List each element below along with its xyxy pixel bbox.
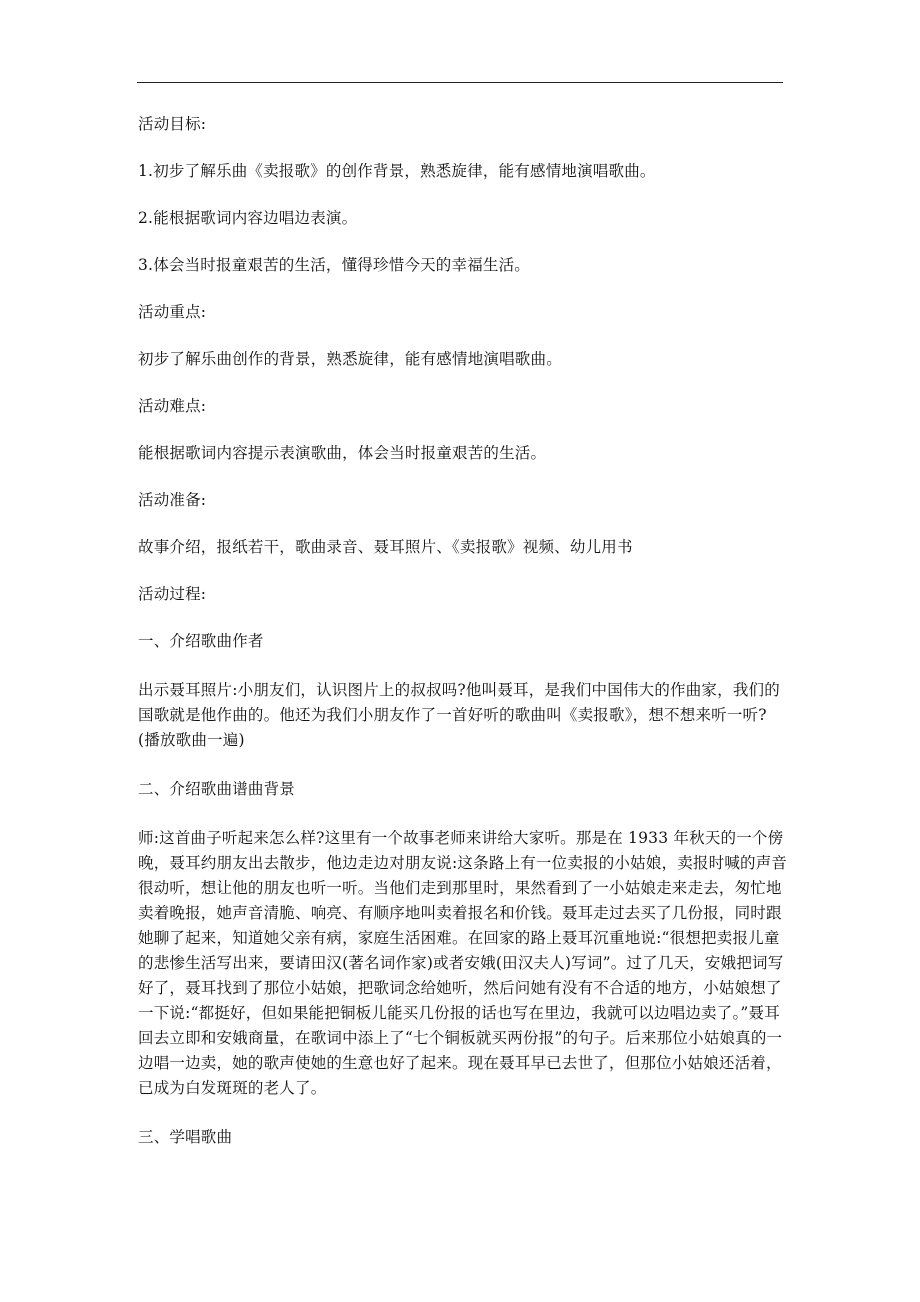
heading-preparation: 活动准备: [138,491,207,509]
header-rule [137,82,783,83]
goal-item-1: 1.初步了解乐曲《卖报歌》的创作背景，熟悉旋律，能有感情地演唱歌曲。 [138,162,656,180]
section-2-title: 二、介绍歌曲谱曲背景 [138,780,296,798]
section-3-title: 三、学唱歌曲 [138,1128,233,1146]
document-body [138,112,788,1150]
section-1-text: 出示聂耳照片:小朋友们，认识图片上的叔叔吗?他叫聂耳，是我们中国伟大的作曲家，我们的国歌就是他作曲的。他还为我们小朋友作了一首好听的歌曲叫《卖报歌》，想不想来听一听?(播放歌曲一遍) [138,681,780,749]
heading-key-points: 活动重点: [138,303,207,321]
goal-item-2: 2.能根据歌词内容边唱边表演。 [138,209,358,227]
heading-process: 活动过程: [138,585,207,603]
preparation-text: 故事介绍，报纸若干，歌曲录音、聂耳照片、《卖报歌》视频、幼儿用书 [138,538,633,556]
heading-difficulties: 活动难点: [138,397,207,415]
goal-item-3: 3.体会当时报童艰苦的生活，懂得珍惜今天的幸福生活。 [138,256,530,274]
section-1-title: 一、介绍歌曲作者 [138,632,264,650]
key-points-text: 初步了解乐曲创作的背景，熟悉旋律，能有感情地演唱歌曲。 [138,350,562,368]
difficulties-text: 能根据歌词内容提示表演歌曲，体会当时报童艰苦的生活。 [138,444,547,462]
section-2-text: 师:这首曲子听起来怎么样?这里有一个故事老师来讲给大家听。那是在 1933 年秋天的一个傍晚，聂耳约朋友出去散步，他边走边对朋友说:这条路上有一位卖报的小姑娘，卖报时喊的声音很动听，想让他的朋友也听一听。当他们走到那里时，果然看到了一小姑娘走来走去，匆忙地卖着晚报，她声音清脆、响亮、有顺序地叫卖着报名和价钱。聂耳走过去买了几份报，同时跟她聊了起来，知道她父亲有病，家庭生活困难。在回家的路上聂耳沉重地说:“很想把卖报儿童的悲惨生活写出来，要请田汉(著名词作家)或者安娥(田汉夫人)写词”。过了几天，安娥把词写好了，聂耳找到了那位小姑娘，把歌词念给她听，然后问她有没有不合适的地方，小姑娘想了一下说:“都挺好，但如果能把铜板儿能买几份报的话也写在里边，我就可以边唱边卖了。”聂耳回去立即和安娥商量，在歌词中添上了“七个铜板就买两份报”的句子。后来那位小姑娘真的一边唱一边卖，她的歌声使她的生意也好了起来。现在聂耳早已去世了，但那位小姑娘还活着，已成为白发斑斑的老人了。 [138,829,788,1097]
heading-goals: 活动目标: [138,115,207,133]
